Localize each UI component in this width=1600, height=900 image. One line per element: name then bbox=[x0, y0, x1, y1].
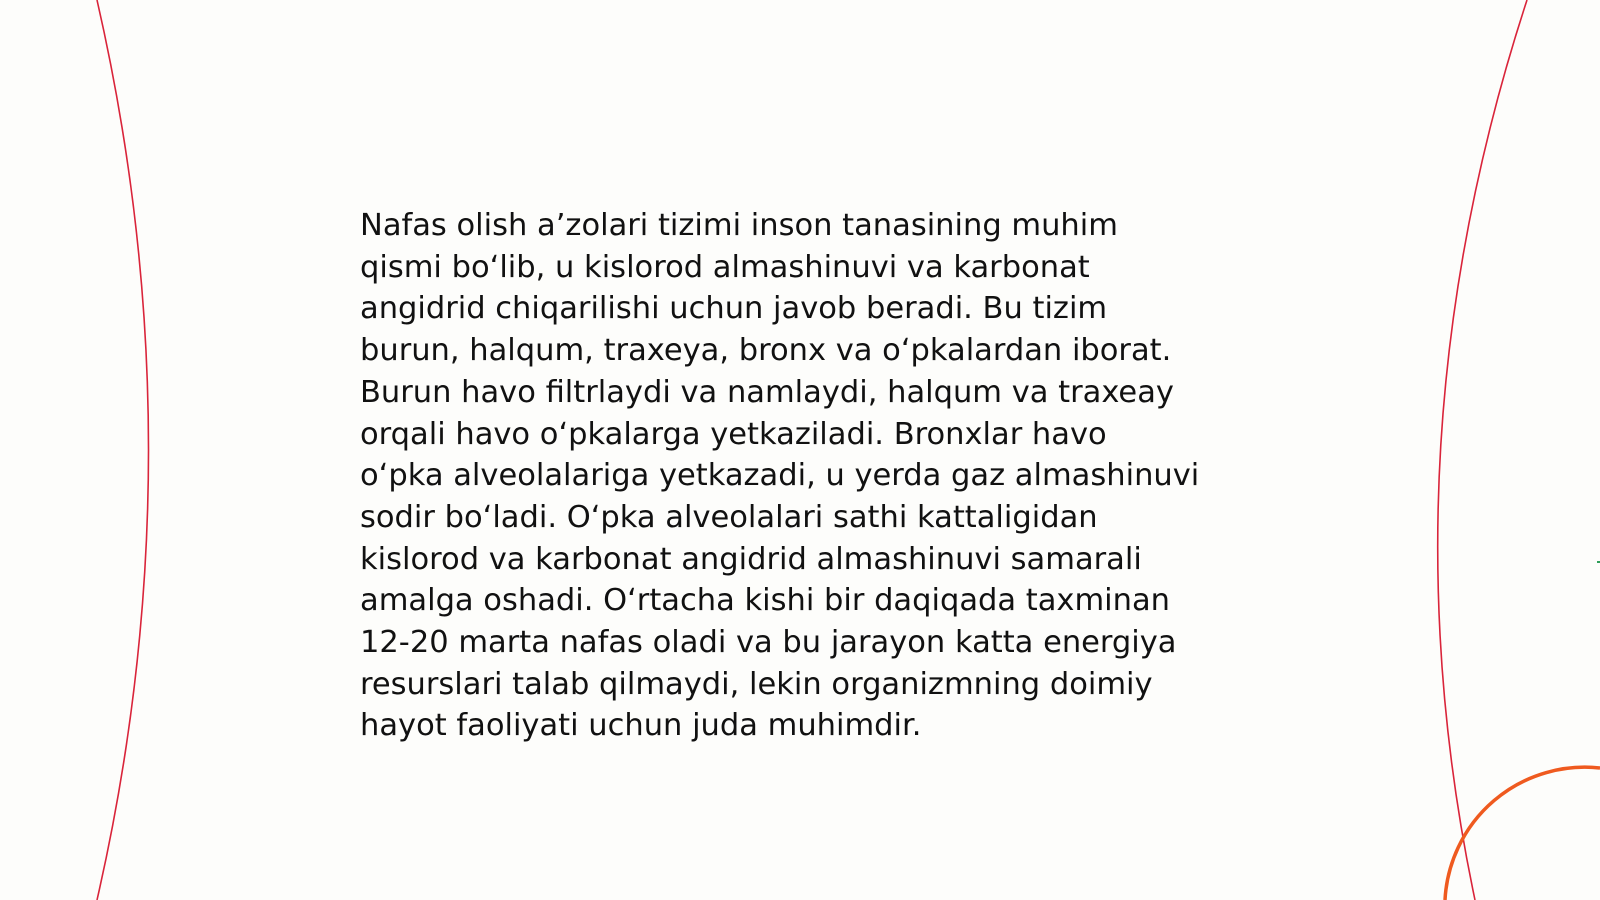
paragraph-line: orqali havo o‘pkalarga yetkaziladi. Bronxlar havo bbox=[360, 416, 1107, 452]
paragraph-line: angidrid chiqarilishi uchun javob beradi. Bu tizim bbox=[360, 291, 1108, 327]
right-red-arc bbox=[1438, 0, 1527, 900]
paragraph-line: resurslari talab qilmaydi, lekin organizmning doimiy bbox=[360, 666, 1153, 702]
paragraph-line: kislorod va karbonat angidrid almashinuvi samarali bbox=[360, 541, 1142, 577]
bottom-right-orange-arc bbox=[1445, 767, 1600, 900]
paragraph-line: amalga oshadi. O‘rtacha kishi bir daqiqada taxminan bbox=[360, 583, 1170, 619]
paragraph-line: 12-20 marta nafas oladi va bu jarayon katta energiya bbox=[360, 625, 1177, 661]
paragraph-line: sodir bo‘ladi. O‘pka alveolalari sathi kattaligidan bbox=[360, 499, 1098, 535]
paragraph-line: Nafas olish a’zolari tizimi inson tanasining muhim bbox=[360, 208, 1118, 243]
left-red-arc bbox=[97, 0, 149, 900]
paragraph-line: qismi bo‘lib, u kislorod almashinuvi va karbonat bbox=[360, 249, 1090, 285]
paragraph-line: burun, halqum, traxeya, bronx va o‘pkalardan iborat. bbox=[360, 333, 1172, 369]
body-paragraph bbox=[360, 205, 1260, 747]
paragraph-line: o‘pka alveolalariga yetkazadi, u yerda gaz almashinuvi bbox=[360, 458, 1200, 494]
paragraph-line: hayot faoliyati uchun juda muhimdir. bbox=[360, 708, 922, 744]
paragraph-line: Burun havo filtrlaydi va namlaydi, halqum va traxeay bbox=[360, 374, 1174, 410]
